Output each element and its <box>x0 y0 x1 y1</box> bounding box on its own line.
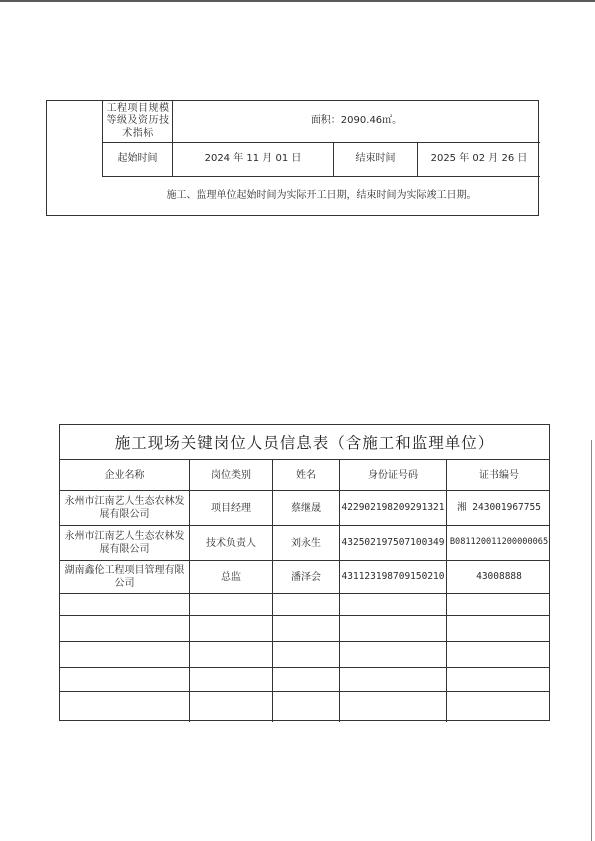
row-divider-3 <box>60 593 549 594</box>
scan-edge-line <box>591 440 592 841</box>
end-date-value: 2025 年 02 月 26 日 <box>430 153 528 165</box>
time-note: 施工、监理单位起始时间为实际开工日期，结束时间为实际竣工日期。 <box>166 189 477 201</box>
key-personnel-table <box>59 424 550 721</box>
page-top-border <box>0 0 595 2</box>
row1-company: 永州市江南艺人生态农林发展有限公司 <box>64 496 185 520</box>
header-id-number: 身份证号码 <box>368 469 418 481</box>
table-title: 施工现场关键岗位人员信息表（含施工和监理单位） <box>114 434 495 452</box>
area-value: 面积：2090.46㎡。 <box>310 115 403 127</box>
row2-id-number: 432502197507100349 <box>341 536 445 548</box>
end-time-label: 结束时间 <box>355 153 396 165</box>
header-company: 企业名称 <box>104 469 145 481</box>
header-position: 岗位类别 <box>211 469 251 481</box>
row-divider-7 <box>60 691 549 692</box>
row-divider-6 <box>60 667 549 668</box>
row1-cert-number: 湘 243001967755 <box>457 501 541 513</box>
row3-id-number: 431123198709150210 <box>341 570 445 582</box>
header-cert-number: 证书编号 <box>479 469 519 481</box>
row1-id-number: 422902198209291321 <box>341 501 445 513</box>
header-name: 姓名 <box>296 469 316 481</box>
requirement-label: 工程项目规模等级及资历技术指标 <box>106 102 170 139</box>
row3-position: 总监 <box>221 571 241 583</box>
row-divider-4 <box>60 615 549 616</box>
row2-name: 刘永生 <box>291 537 321 549</box>
row-divider-5 <box>60 641 549 642</box>
row1-position: 项目经理 <box>211 502 251 514</box>
row2-company: 永州市江南艺人生态农林发展有限公司 <box>64 531 185 555</box>
start-time-label: 起始时间 <box>117 153 158 165</box>
row2-cert-number: B081120011200000065 <box>449 537 549 548</box>
row3-name: 潘泽会 <box>291 571 321 583</box>
project-info-fragment-table <box>46 100 539 216</box>
row1-name: 蔡继晟 <box>291 502 321 514</box>
row3-company: 湖南鑫伦工程项目管理有限公司 <box>64 565 185 589</box>
row2-position: 技术负责人 <box>206 537 256 549</box>
start-date-value: 2024 年 11 月 01 日 <box>204 153 302 165</box>
row3-cert-number: 43008888 <box>476 570 522 582</box>
